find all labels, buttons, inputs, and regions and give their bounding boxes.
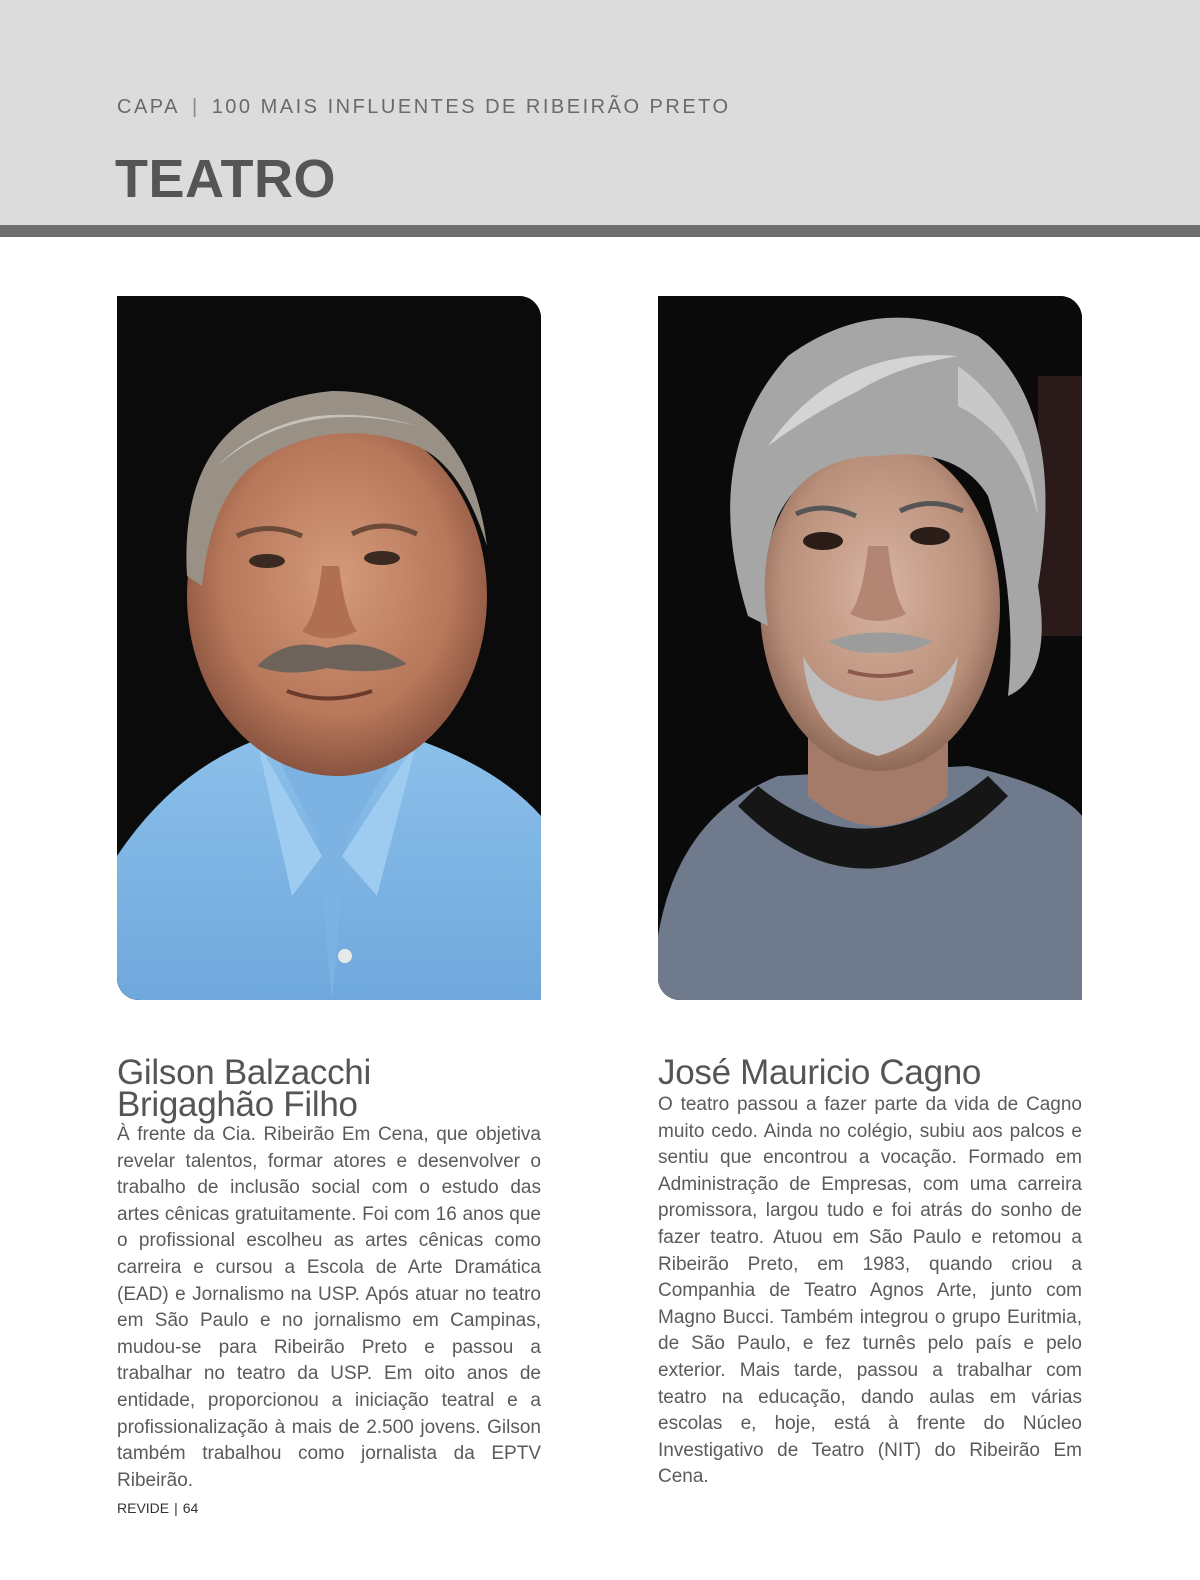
header-rule: [0, 225, 1200, 237]
profile-name-line-1: José Mauricio Cagno: [658, 1053, 982, 1092]
profile-name-line-1: Gilson Balzacchi: [117, 1053, 371, 1092]
kicker-separator: |: [191, 96, 200, 118]
footer-separator: |: [174, 1500, 178, 1516]
profile-name-line-2: Brigaghão Filho: [117, 1085, 358, 1124]
profile-bio-gilson: À frente da Cia. Ribeirão Em Cena, que objetiva revelar talentos, formar atores e desenvolver o trabalho de inclusão social com o estudo das artes cênicas gratuitamente. Foi com 16 anos que o profissional escolheu as artes cênicas como carreira e cursou a Escola de Arte Dramática (EAD) e Jornalismo na USP. Após atuar no teatro em São Paulo e no jornalismo em Campinas, mudou-se para Ribeirão Preto e passou a trabalhar no teatro da USP. Em oito anos de entidade, proporcionou a iniciação teatral e a profissionalização à mais de 2.500 jovens. Gilson também trabalhou como jornalista da EPTV Ribeirão.: [117, 1124, 541, 1491]
profile-name-gilson: [117, 1053, 547, 1124]
portrait-photo-jose: [658, 296, 1082, 1000]
profile-bio-jose: O teatro passou a fazer parte da vida de Cagno muito cedo. Ainda no colégio, subiu aos palcos e sentiu que encontrou a vocação. Formado em Administração de Empresas, com uma carreira promissora, largou tudo e foi atrás do sonho de fazer teatro. Atuou em São Paulo e retomou a Ribeirão Preto, em 1983, quando criou a Companhia de Teatro Agnos Arte, junto com Magno Bucci. Também integrou o grupo Euritmia, de São Paulo, e fez turnês pelo país e pelo exterior. Mais tarde, passou a trabalhar com teatro na educação, dando aulas em várias escolas e, hoje, está à frente do Núcleo Investigativo de Teatro (NIT) do Ribeirão Em Cena.: [658, 1094, 1082, 1488]
kicker-section: CAPA: [117, 96, 180, 118]
footer-publication: REVIDE: [117, 1500, 170, 1516]
profile-name-jose: [658, 1053, 1088, 1092]
portrait-photo-gilson: [117, 296, 541, 1000]
footer-page-number: 64: [182, 1500, 199, 1516]
kicker-subtitle: 100 MAIS INFLUENTES DE RIBEIRÃO PRETO: [211, 96, 731, 118]
page-title: TEATRO: [115, 149, 336, 209]
section-kicker: [117, 96, 731, 119]
page-footer: [117, 1500, 198, 1516]
